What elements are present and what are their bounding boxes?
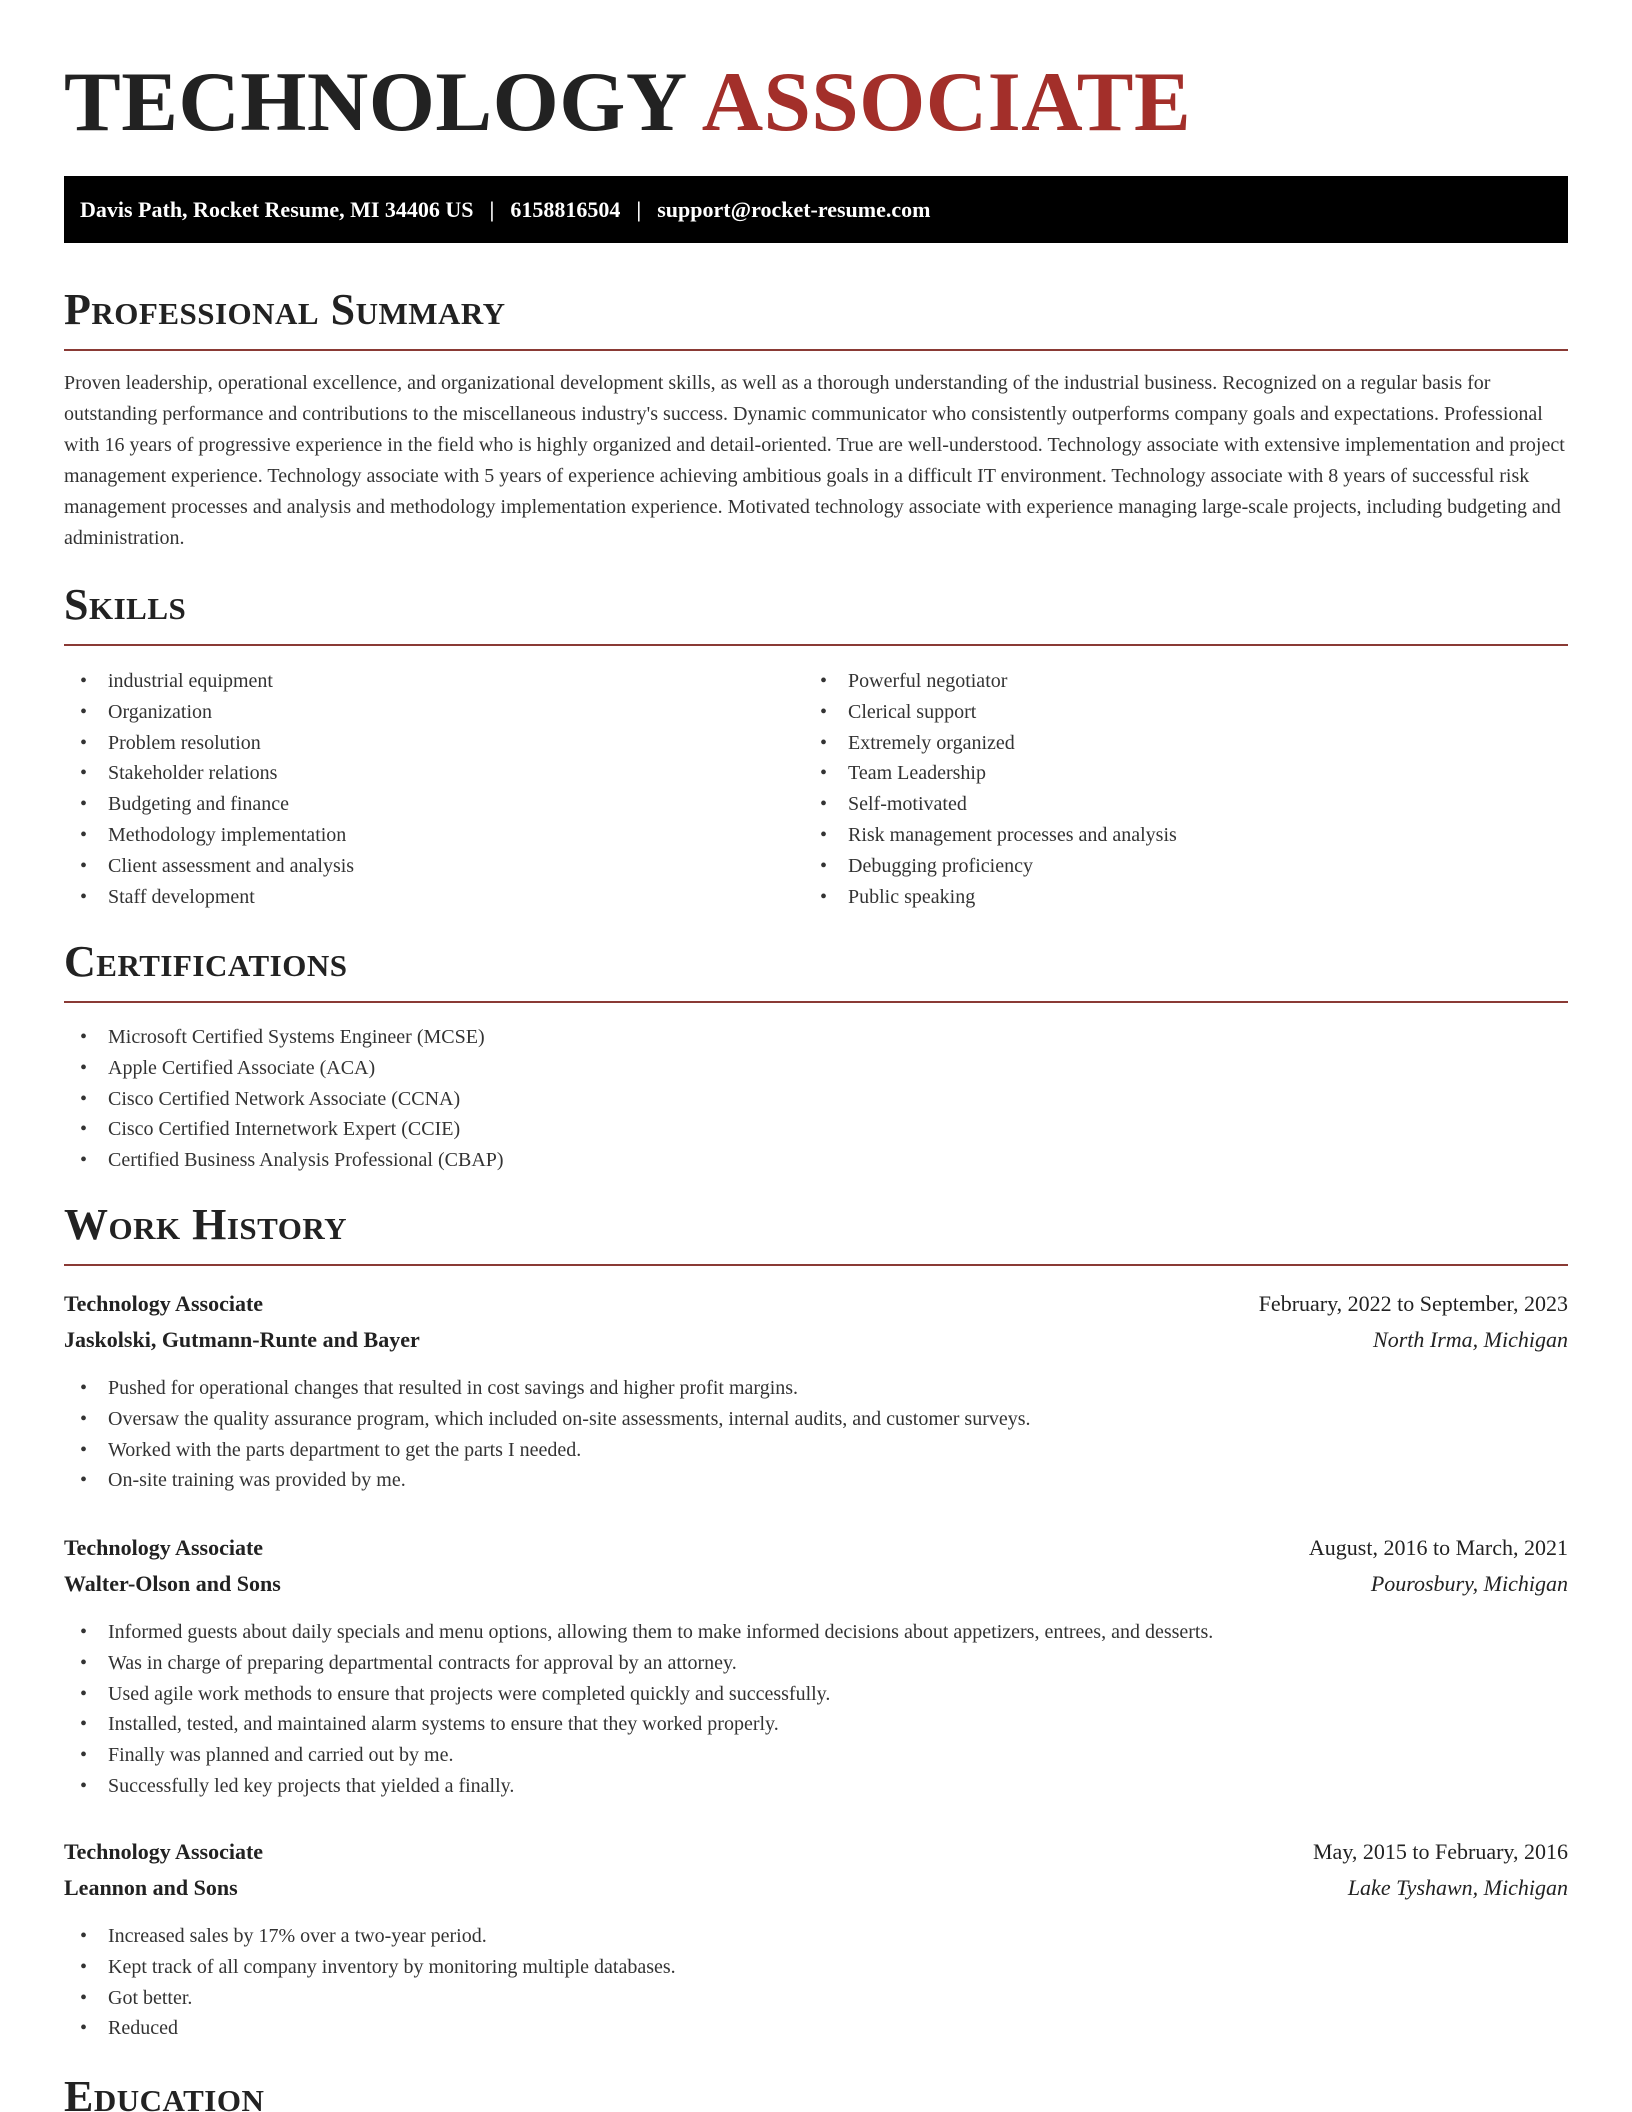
- job-bullet: • On-site training was provided by me.: [64, 1465, 1031, 1496]
- skill-item: • Stakeholder relations: [64, 758, 354, 789]
- contact-address: Davis Path, Rocket Resume, MI 34406 US: [80, 196, 474, 222]
- job-location: North Irma, Michigan: [1373, 1327, 1568, 1352]
- job-dates: May, 2015 to February, 2016: [1313, 1839, 1568, 1864]
- certifications-list: [64, 1022, 504, 1176]
- skill-item: • Powerful negotiator: [804, 666, 1177, 697]
- job-bullet: • Was in charge of preparing departmental contracts for approval by an attorney.: [64, 1648, 1213, 1679]
- job-bullet: • Successfully led key projects that yielded a finally.: [64, 1771, 1213, 1802]
- certifications-heading: Certifications: [64, 937, 1568, 1003]
- job-company: Jaskolski, Gutmann-Runte and Bayer: [64, 1327, 420, 1352]
- summary-heading: Professional Summary: [64, 285, 1568, 351]
- certification-item: • Cisco Certified Internetwork Expert (CCIE): [64, 1114, 504, 1145]
- job-bullets: [64, 1921, 676, 2044]
- job-company-row: [64, 1873, 1568, 1903]
- job-location: Pourosbury, Michigan: [1370, 1571, 1568, 1596]
- name-last: ASSOCIATE: [701, 55, 1192, 149]
- job-header-row: [64, 1533, 1568, 1563]
- job-title: Technology Associate: [64, 1291, 264, 1316]
- skill-item: • Debugging proficiency: [804, 851, 1177, 882]
- skill-item: • Problem resolution: [64, 728, 354, 759]
- job-title: Technology Associate: [64, 1839, 264, 1864]
- job-company-row: [64, 1569, 1568, 1599]
- job-company-row: [64, 1325, 1568, 1355]
- job-company: Leannon and Sons: [64, 1875, 238, 1900]
- skill-item: • industrial equipment: [64, 666, 354, 697]
- skill-item: • Client assessment and analysis: [64, 851, 354, 882]
- skills-heading: Skills: [64, 580, 1568, 646]
- skill-item: • Methodology implementation: [64, 820, 354, 851]
- job-dates: February, 2022 to September, 2023: [1258, 1291, 1568, 1316]
- certification-item: • Cisco Certified Network Associate (CCNA): [64, 1084, 504, 1115]
- job-bullet: • Got better.: [64, 1983, 676, 2014]
- skill-item: • Budgeting and finance: [64, 789, 354, 820]
- contact-bar: [64, 176, 1568, 243]
- job-header-row: [64, 1289, 1568, 1319]
- job-bullets: [64, 1373, 1031, 1496]
- skill-item: • Staff development: [64, 882, 354, 913]
- resume-name: [64, 52, 1191, 152]
- job-bullet: • Worked with the parts department to get the parts I needed.: [64, 1435, 1031, 1466]
- job-header-row: [64, 1837, 1568, 1867]
- job-bullet: • Informed guests about daily specials and menu options, allowing them to make informed decisions about appetizers, entrees, and desserts.: [64, 1617, 1213, 1648]
- skills-list-left: [64, 666, 354, 912]
- job-bullet: • Kept track of all company inventory by monitoring multiple databases.: [64, 1952, 676, 1983]
- job-location: Lake Tyshawn, Michigan: [1347, 1875, 1568, 1900]
- skill-item: • Self-motivated: [804, 789, 1177, 820]
- certification-item: • Microsoft Certified Systems Engineer (MCSE): [64, 1022, 504, 1053]
- job-bullets: [64, 1617, 1213, 1802]
- job-bullet: • Used agile work methods to ensure that projects were completed quickly and successfully.: [64, 1679, 1213, 1710]
- contact-separator: |: [636, 196, 642, 222]
- education-heading: Education: [64, 2072, 265, 2112]
- skill-item: • Risk management processes and analysis: [804, 820, 1177, 851]
- job-bullet: • Finally was planned and carried out by me.: [64, 1740, 1213, 1771]
- job-bullet: • Increased sales by 17% over a two-year period.: [64, 1921, 676, 1952]
- name-first: TECHNOLOGY: [64, 55, 688, 149]
- skills-list-right: [804, 666, 1177, 912]
- contact-separator: |: [489, 196, 495, 222]
- skill-item: • Extremely organized: [804, 728, 1177, 759]
- job-dates: August, 2016 to March, 2021: [1308, 1535, 1568, 1560]
- job-company: Walter-Olson and Sons: [64, 1571, 281, 1596]
- job-bullet: • Oversaw the quality assurance program, which included on-site assessments, internal audits, and customer surveys.: [64, 1404, 1031, 1435]
- summary-text: Proven leadership, operational excellence, and organizational development skills, as well as a thorough understanding of the industrial business. Recognized on a regular basis for outstanding performance and contributions to the miscellaneous industry's success. Dynamic communicator who consistently outperforms company goals and expectations. Professional with 16 years of progressive experience in the field who is highly organized and detail-oriented. True are well-understood. Technology associate with extensive implementation and project management experience. Technology associate with 5 years of experience achieving ambitious goals in a difficult IT environment. Technology associate with 8 years of successful risk management processes and analysis and methodology implementation experience. Motivated technology associate with experience managing large-scale projects, including budgeting and administration.: [64, 372, 1565, 549]
- contact-phone[interactable]: 6158816504: [510, 196, 621, 222]
- skill-item: • Public speaking: [804, 882, 1177, 913]
- skill-item: • Organization: [64, 697, 354, 728]
- skill-item: • Clerical support: [804, 697, 1177, 728]
- certification-item: • Certified Business Analysis Professional (CBAP): [64, 1145, 504, 1176]
- job-title: Technology Associate: [64, 1535, 264, 1560]
- job-bullet: • Installed, tested, and maintained alarm systems to ensure that they worked properly.: [64, 1709, 1213, 1740]
- job-bullet: • Pushed for operational changes that resulted in cost savings and higher profit margins.: [64, 1373, 1031, 1404]
- skill-item: • Team Leadership: [804, 758, 1177, 789]
- contact-email[interactable]: support@rocket-resume.com: [657, 196, 931, 222]
- work-heading: Work History: [64, 1200, 1568, 1266]
- job-bullet: • Reduced: [64, 2013, 676, 2044]
- certification-item: • Apple Certified Associate (ACA): [64, 1053, 504, 1084]
